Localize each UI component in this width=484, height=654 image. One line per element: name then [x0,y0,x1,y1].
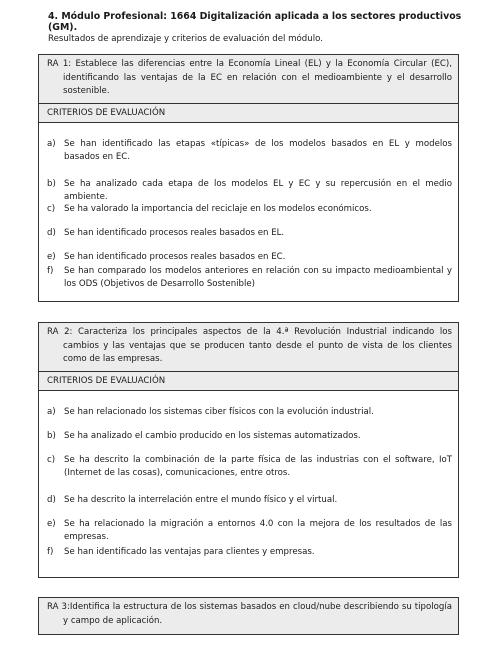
criterion-item [47,178,452,205]
criterion-text: Se han identificado las etapas «típicas» de los modelos basados en EL y modelos basados en EC. [64,138,452,162]
criterion-item [47,518,452,545]
criterion-item [47,546,452,560]
criterion-text: Se ha analizado cada etapa de los modelos EL y EC y su repercusión en el medio ambiente. [64,178,452,202]
ra3-table [38,597,459,635]
criterion-item [47,265,452,292]
criterion-text: Se han comparado los modelos anteriores en relación con su impacto medioambiental y los ODS (Objetivos de Desarrollo Sostenible) [64,265,452,289]
ra3-statement [39,598,458,634]
criterion-letter: c) [47,203,56,214]
criterion-letter: b) [47,178,56,189]
criterion-item [47,494,452,508]
criterion-text: Se han relacionado los sistemas ciber físicos con la evolución industrial. [64,406,374,417]
criterion-letter: d) [47,227,56,238]
ra2-statement [39,323,458,372]
criterion-item [47,406,452,420]
ra2-criteria-list [39,391,458,581]
criterion-text: Se han identificado las ventajas para clientes y empresas. [64,546,315,557]
ra3-text: RA 3:Identifica la estructura de los sistemas basados en cloud/nube describiendo su tipología y campo de aplicación. [47,602,452,626]
criterion-text: Se han identificado procesos reales basados en EL. [64,227,285,238]
criterion-text: Se han identificado procesos reales basados en EC. [64,251,286,262]
criterion-text: Se ha analizado el cambio producido en los sistemas automatizados. [64,430,361,441]
criterion-letter: e) [47,251,56,262]
criterion-item [47,430,452,444]
section-subtitle: Resultados de aprendizaje y criterios de evaluación del módulo. [48,34,323,44]
criterion-item [47,138,452,165]
criterion-letter: f) [47,265,54,276]
criterion-text: Se ha relacionado la migración a entornos 4.0 con la mejora de los resultados de las empresas. [64,518,452,542]
criterion-letter: a) [47,406,56,417]
ra1-criteria-heading: CRITERIOS DE EVALUACIÓN [39,104,458,123]
module-title: 4. Módulo Profesional: 1664 Digitalización aplicada a los sectores productivos (GM). [48,11,462,33]
criterion-letter: b) [47,430,56,441]
criterion-item [47,203,452,217]
criterion-letter: c) [47,454,56,465]
criterion-item [47,251,452,265]
criterion-text: Se ha descrito la combinación de la parte física de las industrias con el software, IoT (Internet de las cosas), comunicaciones, entre otros. [64,454,452,478]
criterion-text: Se ha valorado la importancia del reciclaje en los modelos económicos. [64,203,372,214]
criterion-letter: a) [47,138,56,149]
ra2-criteria-heading: CRITERIOS DE EVALUACIÓN [39,372,458,391]
ra1-criteria-list [39,123,458,303]
ra1-statement [39,55,458,104]
criterion-text: Se ha descrito la interrelación entre el mundo físico y el virtual. [64,494,338,505]
ra2-text: RA 2: Caracteriza los principales aspectos de la 4.ª Revolución Industrial indicando los cambios y las ventajas que se producen tanto desde el punto de vista de los clientes como de las empresas. [47,327,452,364]
criterion-item [47,227,452,241]
ra1-text: RA 1: Establece las diferencias entre la Economía Lineal (EL) y la Economía Circular (EC), identificando las ventajas de la EC en relación con el medioambiente y el desarrollo sostenible. [47,59,452,96]
criterion-item [47,454,452,481]
criterion-letter: d) [47,494,56,505]
ra1-table [38,54,459,302]
ra2-table [38,322,459,578]
criterion-letter: f) [47,546,54,557]
criterion-letter: e) [47,518,56,529]
